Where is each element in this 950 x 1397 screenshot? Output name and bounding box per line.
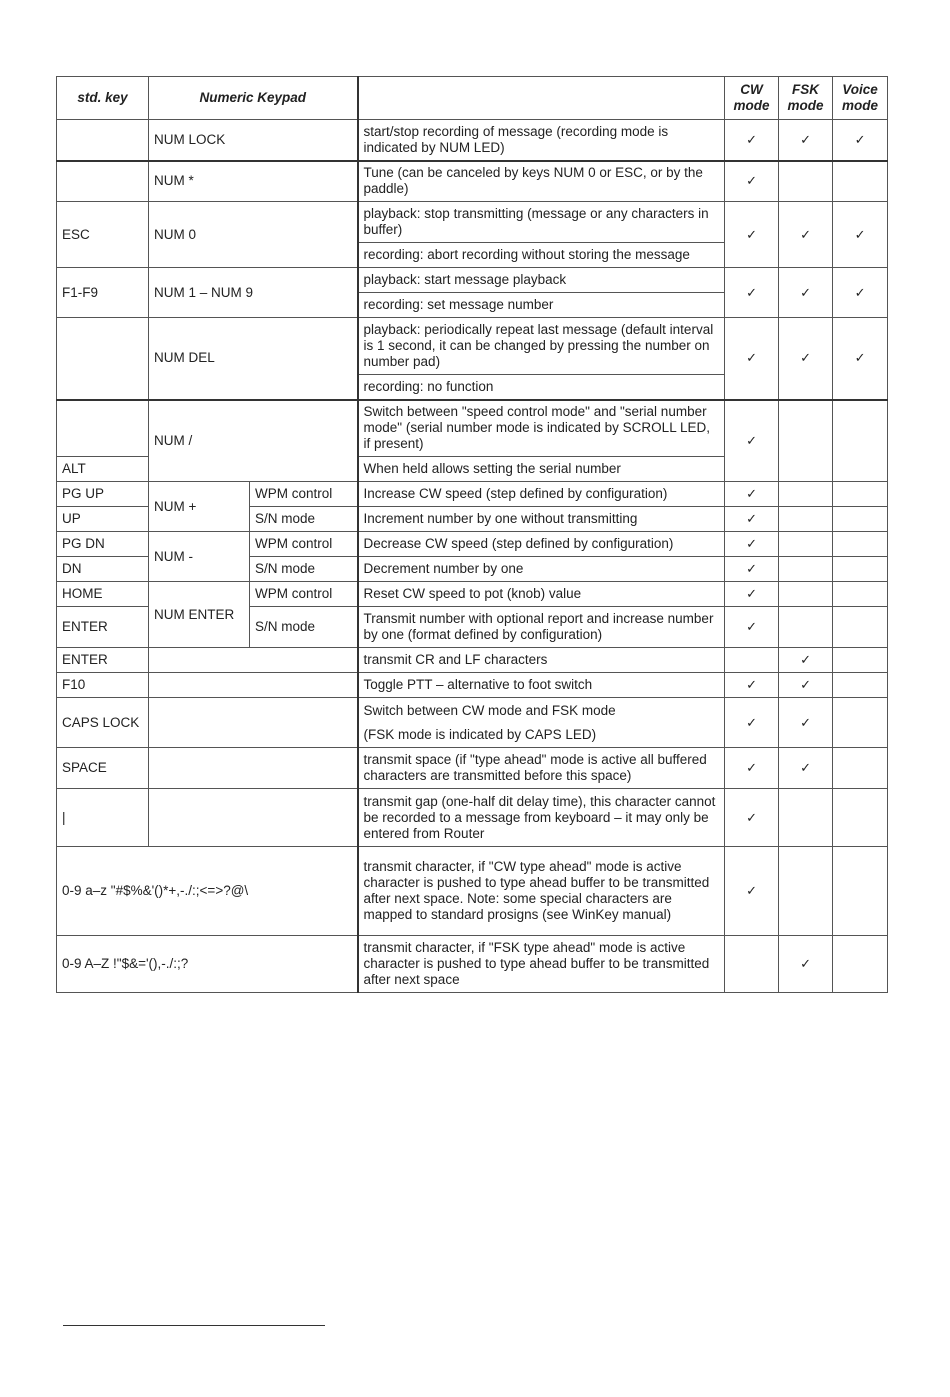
description-cell: playback: start message playback xyxy=(358,268,725,293)
table-row xyxy=(57,161,888,202)
table-row xyxy=(57,318,888,375)
header-fsk-mode: FSK mode xyxy=(779,77,833,120)
voice-check-empty xyxy=(833,936,888,993)
description-cell: playback: stop transmitting (message or any characters in buffer) xyxy=(358,202,725,243)
cw-check: ✓ xyxy=(725,673,779,698)
keyboard-shortcuts-table xyxy=(56,76,888,993)
voice-check: ✓ xyxy=(833,268,888,318)
voice-check-empty xyxy=(833,161,888,202)
mode-cell: S/N mode xyxy=(250,557,358,582)
keypad-cell: NUM + xyxy=(149,482,250,532)
fsk-check: ✓ xyxy=(779,318,833,400)
std-key-cell: | xyxy=(57,789,149,847)
description-cell: recording: set message number xyxy=(358,293,725,318)
cw-check: ✓ xyxy=(725,400,779,482)
voice-check: ✓ xyxy=(833,318,888,400)
keypad-cell-empty xyxy=(149,748,358,789)
description-cell: Tune (can be canceled by keys NUM 0 or ESC, or by the paddle) xyxy=(358,161,725,202)
voice-check-empty xyxy=(833,482,888,507)
std-key-cell: ENTER xyxy=(57,648,149,673)
description-cell xyxy=(358,698,725,748)
header-description xyxy=(358,77,725,120)
voice-check-empty xyxy=(833,648,888,673)
cw-check: ✓ xyxy=(725,532,779,557)
voice-check: ✓ xyxy=(833,202,888,268)
table-row xyxy=(57,648,888,673)
std-key-cell: DN xyxy=(57,557,149,582)
cw-check: ✓ xyxy=(725,507,779,532)
mode-cell: WPM control xyxy=(250,582,358,607)
keypad-cell: NUM ENTER xyxy=(149,582,250,648)
keypad-cell: NUM 0 xyxy=(149,202,358,268)
voice-check-empty xyxy=(833,557,888,582)
table-row xyxy=(57,482,888,507)
keypad-cell-empty xyxy=(149,789,358,847)
std-key-cell: PG UP xyxy=(57,482,149,507)
voice-check-empty xyxy=(833,673,888,698)
cw-check: ✓ xyxy=(725,607,779,648)
keypad-cell: NUM LOCK xyxy=(149,120,358,161)
mode-cell: S/N mode xyxy=(250,607,358,648)
fsk-check: ✓ xyxy=(779,673,833,698)
fsk-check: ✓ xyxy=(779,748,833,789)
mode-cell: WPM control xyxy=(250,482,358,507)
std-key-cell: UP xyxy=(57,507,149,532)
table-row xyxy=(57,532,888,557)
cw-check: ✓ xyxy=(725,268,779,318)
description-cell: recording: no function xyxy=(358,375,725,400)
cw-check: ✓ xyxy=(725,161,779,202)
mode-cell: WPM control xyxy=(250,532,358,557)
description-cell: Increase CW speed (step defined by configuration) xyxy=(358,482,725,507)
description-cell: When held allows setting the serial number xyxy=(358,457,725,482)
description-cell: transmit CR and LF characters xyxy=(358,648,725,673)
description-cell: Switch between "speed control mode" and "serial number mode" (serial number mode is indicated by SCROLL LED, if present) xyxy=(358,400,725,457)
cw-check: ✓ xyxy=(725,318,779,400)
description-cell: transmit gap (one-half dit delay time), this character cannot be recorded to a message from keyboard – it may only be entered from Router xyxy=(358,789,725,847)
std-key-cell: CAPS LOCK xyxy=(57,698,149,748)
description-cell: recording: abort recording without storing the message xyxy=(358,243,725,268)
voice-check: ✓ xyxy=(833,120,888,161)
description-line: (FSK mode is indicated by CAPS LED) xyxy=(363,726,597,742)
table-row xyxy=(57,268,888,293)
description-line: Switch between CW mode and FSK mode xyxy=(363,702,616,718)
table-row xyxy=(57,698,888,748)
std-key-cell: SPACE xyxy=(57,748,149,789)
fsk-check-empty xyxy=(779,532,833,557)
description-cell: transmit character, if "FSK type ahead" mode is active character is pushed to type ahead buffer to be transmitted after next space xyxy=(358,936,725,993)
fsk-check-empty xyxy=(779,161,833,202)
voice-check-empty xyxy=(833,582,888,607)
fsk-check: ✓ xyxy=(779,120,833,161)
table-header-row xyxy=(57,77,888,120)
description-cell: Reset CW speed to pot (knob) value xyxy=(358,582,725,607)
fsk-check-empty xyxy=(779,582,833,607)
keypad-cell-empty xyxy=(149,698,358,748)
cw-check-empty xyxy=(725,648,779,673)
std-key-cell: 0-9 A–Z !"$&='(),-./:;? xyxy=(57,936,358,993)
fsk-check: ✓ xyxy=(779,268,833,318)
table-row xyxy=(57,936,888,993)
table-row xyxy=(57,202,888,243)
std-key-cell xyxy=(57,400,149,457)
cw-check: ✓ xyxy=(725,789,779,847)
fsk-check: ✓ xyxy=(779,202,833,268)
voice-check-empty xyxy=(833,607,888,648)
fsk-check: ✓ xyxy=(779,698,833,748)
std-key-cell: HOME xyxy=(57,582,149,607)
fsk-check-empty xyxy=(779,847,833,936)
voice-check-empty xyxy=(833,400,888,482)
fsk-check-empty xyxy=(779,507,833,532)
keypad-cell-empty xyxy=(149,648,358,673)
keypad-cell: NUM * xyxy=(149,161,358,202)
fsk-check-empty xyxy=(779,607,833,648)
table-row xyxy=(57,400,888,457)
table-row xyxy=(57,748,888,789)
std-key-cell xyxy=(57,120,149,161)
cw-check: ✓ xyxy=(725,847,779,936)
description-cell: transmit character, if "CW type ahead" mode is active character is pushed to type ahead buffer to be transmitted after next space. Note: some special characters are mapped to standard prosigns (see WinKey manual) xyxy=(358,847,725,936)
footnote-separator xyxy=(63,1325,325,1326)
table-row xyxy=(57,582,888,607)
voice-check-empty xyxy=(833,748,888,789)
keypad-cell: NUM - xyxy=(149,532,250,582)
fsk-check-empty xyxy=(779,557,833,582)
std-key-cell: F10 xyxy=(57,673,149,698)
std-key-cell: PG DN xyxy=(57,532,149,557)
header-std-key: std. key xyxy=(57,77,149,120)
std-key-cell: ALT xyxy=(57,457,149,482)
mode-cell: S/N mode xyxy=(250,507,358,532)
fsk-check-empty xyxy=(779,482,833,507)
fsk-check-empty xyxy=(779,400,833,482)
description-cell: Decrease CW speed (step defined by configuration) xyxy=(358,532,725,557)
header-voice-mode: Voice mode xyxy=(833,77,888,120)
std-key-cell: 0-9 a–z "#$%&'()*+,-./:;<=>?@\ xyxy=(57,847,358,936)
header-cw-mode: CW mode xyxy=(725,77,779,120)
fsk-check-empty xyxy=(779,789,833,847)
std-key-cell: F1-F9 xyxy=(57,268,149,318)
cw-check: ✓ xyxy=(725,582,779,607)
fsk-check: ✓ xyxy=(779,936,833,993)
description-cell: Decrement number by one xyxy=(358,557,725,582)
description-cell: playback: periodically repeat last message (default interval is 1 second, it can be changed by pressing the number on number pad) xyxy=(358,318,725,375)
description-cell: Toggle PTT – alternative to foot switch xyxy=(358,673,725,698)
cw-check: ✓ xyxy=(725,120,779,161)
voice-check-empty xyxy=(833,507,888,532)
table-row xyxy=(57,847,888,936)
description-cell: Transmit number with optional report and increase number by one (format defined by configuration) xyxy=(358,607,725,648)
voice-check-empty xyxy=(833,698,888,748)
cw-check: ✓ xyxy=(725,557,779,582)
keypad-cell: NUM DEL xyxy=(149,318,358,400)
table-row xyxy=(57,789,888,847)
cw-check: ✓ xyxy=(725,698,779,748)
voice-check-empty xyxy=(833,789,888,847)
voice-check-empty xyxy=(833,847,888,936)
keypad-cell-empty xyxy=(149,673,358,698)
table-row xyxy=(57,673,888,698)
header-numeric-keypad: Numeric Keypad xyxy=(149,77,358,120)
fsk-check: ✓ xyxy=(779,648,833,673)
cw-check: ✓ xyxy=(725,748,779,789)
cw-check: ✓ xyxy=(725,482,779,507)
description-cell: transmit space (if "type ahead" mode is active all buffered characters are transmitted before this space) xyxy=(358,748,725,789)
keypad-cell: NUM / xyxy=(149,400,358,482)
description-cell: start/stop recording of message (recording mode is indicated by NUM LED) xyxy=(358,120,725,161)
voice-check-empty xyxy=(833,532,888,557)
std-key-cell: ESC xyxy=(57,202,149,268)
cw-check: ✓ xyxy=(725,202,779,268)
keypad-cell: NUM 1 – NUM 9 xyxy=(149,268,358,318)
table-row xyxy=(57,120,888,161)
std-key-cell: ENTER xyxy=(57,607,149,648)
std-key-cell xyxy=(57,161,149,202)
cw-check-empty xyxy=(725,936,779,993)
description-cell: Increment number by one without transmitting xyxy=(358,507,725,532)
std-key-cell xyxy=(57,318,149,400)
